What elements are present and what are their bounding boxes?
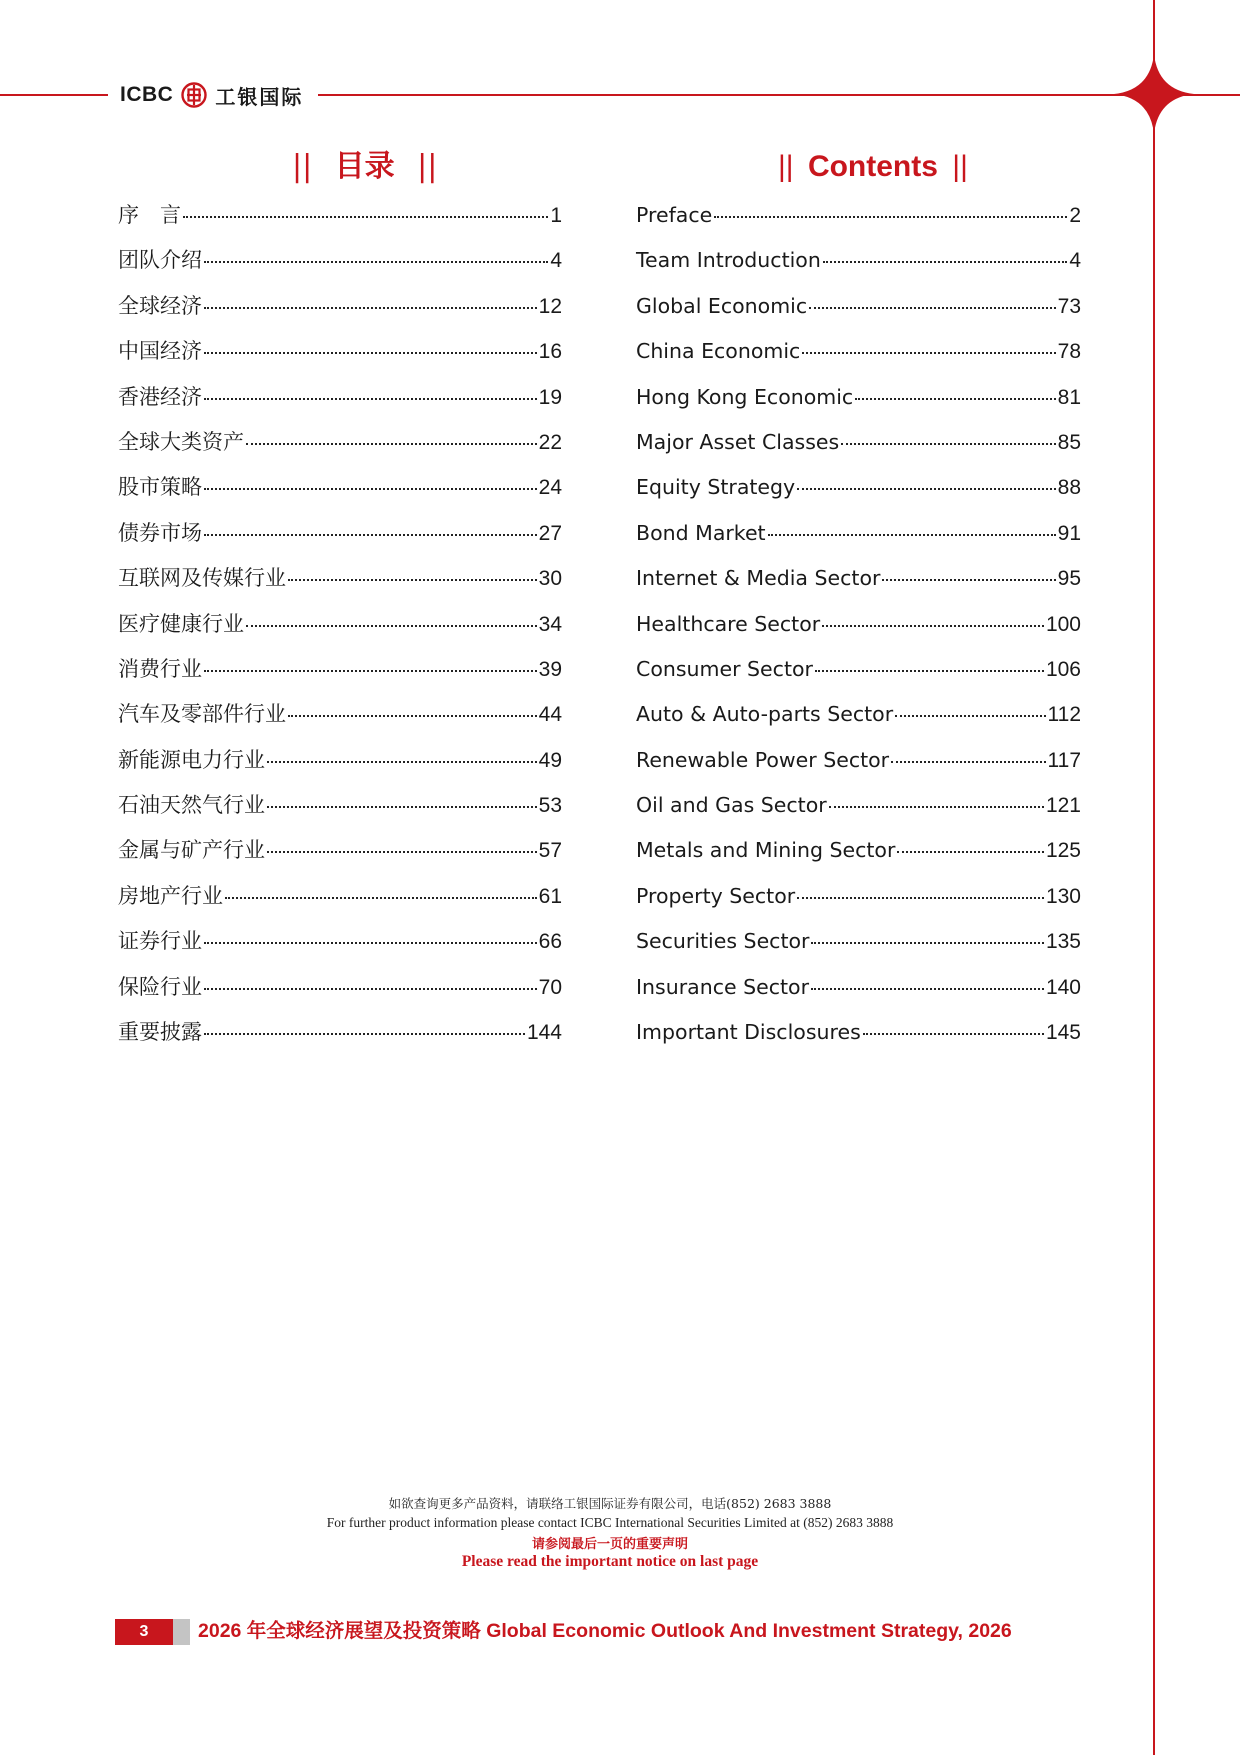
toc-entry-label: 全球大类资产 bbox=[118, 429, 244, 454]
toc-entry-page: 78 bbox=[1057, 340, 1081, 364]
toc-entry-label: 股市策略 bbox=[118, 475, 202, 500]
dot-leader bbox=[797, 895, 1044, 899]
toc-entry-page: 4 bbox=[550, 249, 562, 273]
toc-entry-page: 117 bbox=[1047, 748, 1081, 772]
toc-entry[interactable] bbox=[118, 785, 562, 830]
right-margin-rule bbox=[1153, 0, 1155, 1755]
toc-entry-page: 135 bbox=[1045, 930, 1081, 954]
toc-entry-page: 27 bbox=[538, 521, 562, 545]
toc-entry-label: 证券行业 bbox=[118, 929, 202, 954]
dot-leader bbox=[811, 986, 1044, 990]
toc-entry-page: 145 bbox=[1045, 1021, 1081, 1045]
toc-entry-label: 保险行业 bbox=[118, 974, 202, 999]
toc-entry-label: Oil and Gas Sector bbox=[636, 793, 827, 818]
toc-entry-label: 汽车及零部件行业 bbox=[118, 702, 286, 727]
icbc-logo bbox=[120, 80, 303, 110]
toc-entry[interactable] bbox=[118, 604, 562, 649]
toc-entry[interactable] bbox=[118, 740, 562, 785]
toc-entry[interactable] bbox=[636, 876, 1081, 921]
toc-entry[interactable] bbox=[118, 467, 562, 512]
toc-entry[interactable] bbox=[636, 1012, 1081, 1057]
toc-entry-label: China Economic bbox=[636, 339, 801, 364]
toc-entry-label: 医疗健康行业 bbox=[118, 611, 244, 636]
dot-leader bbox=[288, 713, 537, 717]
toc-entry-label: 香港经济 bbox=[118, 384, 202, 409]
toc-entry-page: 34 bbox=[538, 612, 562, 636]
toc-entry[interactable] bbox=[118, 694, 562, 739]
toc-entry-page: 121 bbox=[1045, 794, 1081, 818]
dot-leader bbox=[246, 623, 537, 627]
toc-entry-page: 1 bbox=[550, 204, 562, 227]
toc-entry-page: 49 bbox=[538, 748, 562, 772]
toc-entry-label: Major Asset Classes bbox=[636, 429, 840, 454]
toc-entry-page: 91 bbox=[1057, 521, 1081, 545]
toc-entry-page: 81 bbox=[1057, 385, 1081, 409]
toc-entry[interactable] bbox=[118, 1012, 562, 1057]
toc-entry-page: 66 bbox=[538, 930, 562, 954]
toc-entry-page: 2 bbox=[1069, 204, 1081, 227]
toc-entry[interactable] bbox=[118, 558, 562, 603]
toc-entry-label: Hong Kong Economic bbox=[636, 384, 854, 409]
toc-entry-page: 70 bbox=[538, 975, 562, 999]
toc-entry-page: 12 bbox=[538, 294, 562, 318]
toc-entry-label: Property Sector bbox=[636, 883, 796, 908]
dot-leader bbox=[204, 305, 537, 309]
toc-entry-label: 新能源电力行业 bbox=[118, 747, 265, 772]
dot-leader bbox=[823, 259, 1067, 263]
four-point-star-ornament bbox=[1114, 54, 1194, 134]
toc-entry-label: Metals and Mining Sector bbox=[636, 838, 896, 863]
document-title-footer: 2026 年全球经济展望及投资策略 Global Economic Outlook And Investment Strategy, 2026 bbox=[198, 1620, 1012, 1642]
dot-leader bbox=[714, 214, 1067, 218]
dot-leader bbox=[225, 895, 537, 899]
dot-leader bbox=[809, 305, 1055, 309]
dot-leader bbox=[841, 441, 1055, 445]
header-rule-right bbox=[318, 94, 1240, 96]
toc-entry-page: 73 bbox=[1057, 294, 1081, 318]
toc-entry-page: 44 bbox=[538, 703, 562, 727]
dot-leader bbox=[855, 396, 1055, 400]
toc-entry-label: 石油天然气行业 bbox=[118, 793, 265, 818]
dot-leader bbox=[811, 940, 1043, 944]
dot-leader bbox=[267, 804, 537, 808]
toc-entry-label: Internet & Media Sector bbox=[636, 566, 881, 591]
toc-entry[interactable] bbox=[636, 286, 1081, 331]
dot-leader bbox=[822, 623, 1044, 627]
contact-note-english: For further product information please contact ICBC International Securities Limited at (852) 2683 3888 bbox=[326, 1515, 894, 1530]
dot-leader bbox=[204, 1031, 525, 1035]
toc-entry-label: Equity Strategy bbox=[636, 475, 796, 500]
dot-leader bbox=[267, 759, 537, 763]
toc-entry-label: Auto & Auto-parts Sector bbox=[636, 702, 894, 727]
toc-entry-label: 房地产行业 bbox=[118, 883, 223, 908]
toc-entry[interactable] bbox=[118, 649, 562, 694]
dot-leader bbox=[204, 486, 537, 490]
toc-entry[interactable] bbox=[118, 195, 562, 240]
toc-entry[interactable] bbox=[636, 921, 1081, 966]
toc-entry[interactable] bbox=[636, 513, 1081, 558]
toc-entry[interactable] bbox=[636, 740, 1081, 785]
dot-leader bbox=[204, 396, 537, 400]
toc-entry[interactable] bbox=[118, 967, 562, 1012]
dot-leader bbox=[246, 441, 537, 445]
toc-entry[interactable] bbox=[636, 240, 1081, 285]
toc-entry[interactable] bbox=[636, 422, 1081, 467]
dot-leader bbox=[288, 577, 537, 581]
toc-entry-page: 16 bbox=[538, 340, 562, 364]
title-text: Contents bbox=[807, 150, 938, 183]
toc-entry-label: Consumer Sector bbox=[636, 656, 813, 681]
toc-entry-label: 互联网及传媒行业 bbox=[118, 566, 286, 591]
toc-entry[interactable] bbox=[118, 422, 562, 467]
toc-entry[interactable] bbox=[636, 377, 1081, 422]
icbc-emblem-icon bbox=[181, 82, 207, 108]
toc-entry[interactable] bbox=[636, 785, 1081, 830]
toc-list-english bbox=[636, 195, 1081, 1057]
toc-entry-label: Renewable Power Sector bbox=[636, 747, 890, 772]
toc-entry-page: 57 bbox=[538, 839, 562, 863]
toc-entry[interactable] bbox=[118, 921, 562, 966]
toc-entry-page: 24 bbox=[538, 476, 562, 500]
toc-entry[interactable] bbox=[636, 558, 1081, 603]
page-number: 3 bbox=[115, 1619, 173, 1645]
toc-entry-label: 金属与矿产行业 bbox=[118, 838, 265, 863]
dot-leader bbox=[863, 1031, 1044, 1035]
toc-entry-label: Securities Sector bbox=[636, 929, 810, 954]
toc-entry-label: 序 言 bbox=[118, 203, 181, 227]
toc-entry-label: Team Introduction bbox=[636, 248, 821, 273]
toc-entry[interactable] bbox=[118, 830, 562, 875]
toc-entry[interactable] bbox=[118, 240, 562, 285]
toc-entry-page: 19 bbox=[538, 385, 562, 409]
dot-leader bbox=[204, 350, 537, 354]
dot-leader bbox=[802, 350, 1055, 354]
toc-entry-page: 53 bbox=[538, 794, 562, 818]
toc-entry[interactable] bbox=[636, 967, 1081, 1012]
toc-entry-label: Bond Market bbox=[636, 520, 766, 545]
toc-entry[interactable] bbox=[118, 331, 562, 376]
toc-entry-page: 140 bbox=[1045, 975, 1081, 999]
toc-entry-page: 4 bbox=[1069, 249, 1081, 273]
header-rule-left bbox=[0, 94, 108, 96]
toc-entry-label: Preface bbox=[636, 203, 713, 227]
toc-list-chinese bbox=[118, 195, 562, 1057]
toc-entry-page: 85 bbox=[1057, 430, 1081, 454]
toc-entry-label: Global Economic bbox=[636, 293, 808, 318]
dot-leader bbox=[882, 577, 1055, 581]
title-bar-left: || bbox=[292, 149, 313, 184]
dot-leader bbox=[204, 940, 537, 944]
toc-entry-label: 中国经济 bbox=[118, 339, 202, 364]
toc-entry-page: 61 bbox=[538, 884, 562, 908]
toc-entry-label: 全球经济 bbox=[118, 293, 202, 318]
toc-entry[interactable] bbox=[636, 830, 1081, 875]
title-text: 目录 bbox=[334, 149, 395, 184]
important-notice-english: Please read the important notice on last page bbox=[461, 1553, 759, 1570]
page-number-accent-block bbox=[173, 1619, 190, 1645]
toc-entry-page: 88 bbox=[1057, 476, 1081, 500]
dot-leader bbox=[204, 532, 537, 536]
toc-title-english bbox=[778, 145, 968, 189]
dot-leader bbox=[815, 668, 1044, 672]
toc-entry-page: 106 bbox=[1045, 657, 1081, 681]
dot-leader bbox=[895, 713, 1045, 717]
dot-leader bbox=[891, 759, 1045, 763]
toc-entry[interactable] bbox=[636, 694, 1081, 739]
toc-entry-page: 130 bbox=[1045, 884, 1081, 908]
toc-entry-page: 95 bbox=[1057, 567, 1081, 591]
logo-chinese-name: 工银国际 bbox=[215, 84, 304, 109]
toc-entry[interactable] bbox=[636, 467, 1081, 512]
toc-entry-page: 100 bbox=[1045, 612, 1081, 636]
logo-text: ICBC bbox=[120, 83, 174, 106]
dot-leader bbox=[797, 486, 1055, 490]
title-bar-left: || bbox=[778, 150, 794, 183]
toc-entry[interactable] bbox=[118, 286, 562, 331]
toc-entry-label: 团队介绍 bbox=[118, 248, 202, 273]
toc-entry-page: 112 bbox=[1047, 703, 1081, 727]
toc-entry[interactable] bbox=[636, 649, 1081, 694]
toc-entry-label: 重要披露 bbox=[118, 1020, 202, 1045]
toc-entry-page: 30 bbox=[538, 567, 562, 591]
toc-entry[interactable] bbox=[636, 331, 1081, 376]
dot-leader bbox=[829, 804, 1044, 808]
contact-note-chinese: 如欲查询更多产品资料，请联络工银国际证券有限公司，电话(852) 2683 3888 bbox=[388, 1496, 832, 1511]
dot-leader bbox=[897, 849, 1044, 853]
dot-leader bbox=[204, 986, 537, 990]
toc-entry-label: 消费行业 bbox=[118, 656, 202, 681]
toc-entry-label: Insurance Sector bbox=[636, 974, 809, 999]
toc-entry-page: 144 bbox=[526, 1021, 562, 1045]
toc-entry[interactable] bbox=[118, 377, 562, 422]
toc-entry-label: 债券市场 bbox=[118, 520, 202, 545]
dot-leader bbox=[768, 532, 1056, 536]
title-bar-right: || bbox=[952, 150, 968, 183]
toc-entry[interactable] bbox=[118, 876, 562, 921]
toc-entry[interactable] bbox=[636, 195, 1081, 240]
title-bar-right: || bbox=[417, 149, 438, 184]
toc-entry-label: Important Disclosures bbox=[636, 1020, 861, 1045]
toc-entry-page: 39 bbox=[538, 657, 562, 681]
toc-entry[interactable] bbox=[636, 604, 1081, 649]
dot-leader bbox=[183, 214, 548, 218]
toc-entry-label: Healthcare Sector bbox=[636, 611, 821, 636]
toc-entry[interactable] bbox=[118, 513, 562, 558]
toc-entry-page: 125 bbox=[1045, 839, 1081, 863]
dot-leader bbox=[204, 668, 537, 672]
dot-leader bbox=[204, 259, 548, 263]
toc-title-chinese bbox=[292, 145, 437, 189]
toc-entry-page: 22 bbox=[538, 430, 562, 454]
important-notice-chinese: 请参阅最后一页的重要声明 bbox=[531, 1537, 688, 1552]
dot-leader bbox=[267, 849, 537, 853]
